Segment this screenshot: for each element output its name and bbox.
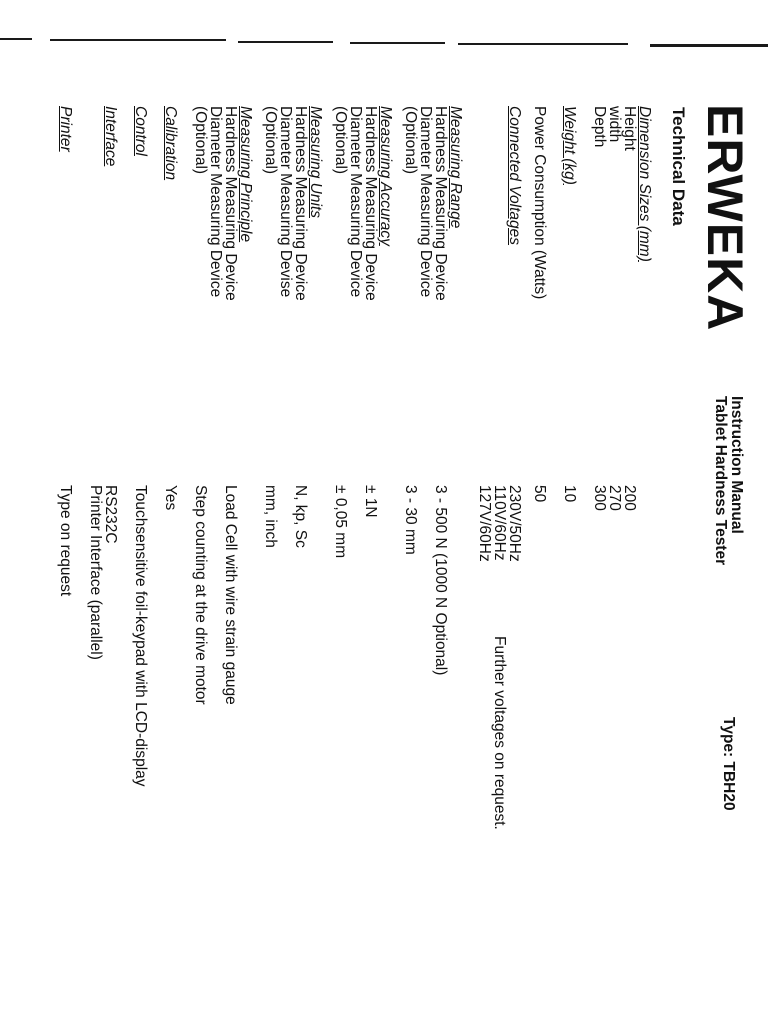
- value-height: 200: [621, 485, 638, 511]
- section-heading-principle: Measuring Principle: [237, 106, 254, 243]
- value-range-hardness: 3 - 500 N (1000 N Optional): [432, 485, 449, 676]
- value-units-hardness: N, kp, Sc: [292, 485, 309, 548]
- section-heading-control: Control: [132, 106, 149, 156]
- value-voltage-note: Further voltages on request.: [491, 636, 508, 830]
- section-heading-units: Measuring Units: [307, 106, 324, 218]
- section-heading-weight: Weight (kg): [561, 106, 578, 185]
- row-label-accuracy-hardness: Hardness Measuring Device: [362, 106, 379, 301]
- value-voltage-110: 110V/60Hz: [491, 485, 508, 561]
- doc-type: Type: TBH20: [720, 717, 737, 811]
- section-heading-dimension: Dimension Sizes (mm): [636, 106, 653, 262]
- row-label-height: Height: [621, 106, 638, 151]
- value-voltage-127: 127V/60Hz: [476, 485, 493, 562]
- value-interface-rs232: RS232C: [102, 485, 119, 544]
- doc-title-line2: Tablet Hardness Tester: [712, 396, 729, 566]
- row-label-width: width: [606, 106, 623, 143]
- value-units-diameter: mm, inch: [262, 485, 279, 548]
- value-weight: 10: [561, 485, 578, 503]
- section-heading-accuracy: Measuring Accuracy: [377, 106, 394, 246]
- value-principle-diameter: Step counting at the drive motor: [192, 485, 209, 705]
- section-heading-interface: Interface: [102, 106, 119, 167]
- row-label-range-diameter: Diameter Measuring Device: [417, 106, 434, 298]
- row-label-units-diameter: Diameter Measuring Devise: [277, 106, 294, 298]
- erweka-logo: ERWEKA: [697, 104, 753, 332]
- value-width: 270: [606, 485, 623, 511]
- value-range-diameter: 3 - 30 mm: [402, 485, 419, 555]
- value-printer: Type on request: [57, 485, 74, 597]
- value-principle-hardness: Load Cell with wire strain gauge: [222, 485, 239, 705]
- row-label-accuracy-diameter: Diameter Measuring Device: [347, 106, 364, 298]
- section-heading-voltages: Connected Voltages: [506, 106, 523, 246]
- row-label-units-hardness: Hardness Measuring Device: [292, 106, 309, 301]
- section-heading-calibration: Calibration: [162, 106, 179, 181]
- value-accuracy-diameter: ± 0,05 mm: [332, 485, 349, 559]
- row-label-range-hardness: Hardness Measuring Device: [432, 106, 449, 301]
- row-label-principle-diameter: Diameter Measuring Device: [207, 106, 224, 298]
- row-label-principle-optional: (Optional): [192, 106, 209, 175]
- row-label-units-optional: (Optional): [262, 106, 279, 175]
- value-calibration: Yes: [162, 485, 179, 511]
- value-accuracy-hardness: ± 1N: [362, 485, 379, 518]
- value-power: 50: [531, 485, 548, 503]
- row-label-principle-hardness: Hardness Measuring Device: [222, 106, 239, 301]
- value-interface-parallel: Printer Interface (parallel): [87, 485, 104, 660]
- section-heading-printer: Printer: [57, 106, 74, 152]
- value-control: Touchsensitive foil-keypad with LCD-display: [132, 485, 149, 787]
- value-depth: 300: [591, 485, 608, 511]
- page-title: Technical Data: [669, 107, 688, 226]
- doc-title-line1: Instruction Manual: [728, 396, 745, 534]
- row-label-depth: Depth: [591, 106, 608, 148]
- row-label-range-optional: (Optional): [402, 106, 419, 175]
- row-label-accuracy-optional: (Optional): [332, 106, 349, 175]
- section-heading-power: Power Consumption (Watts): [531, 106, 548, 300]
- section-heading-range: Measuring Range: [447, 106, 464, 229]
- value-voltage-230: 230V/50Hz: [506, 485, 523, 562]
